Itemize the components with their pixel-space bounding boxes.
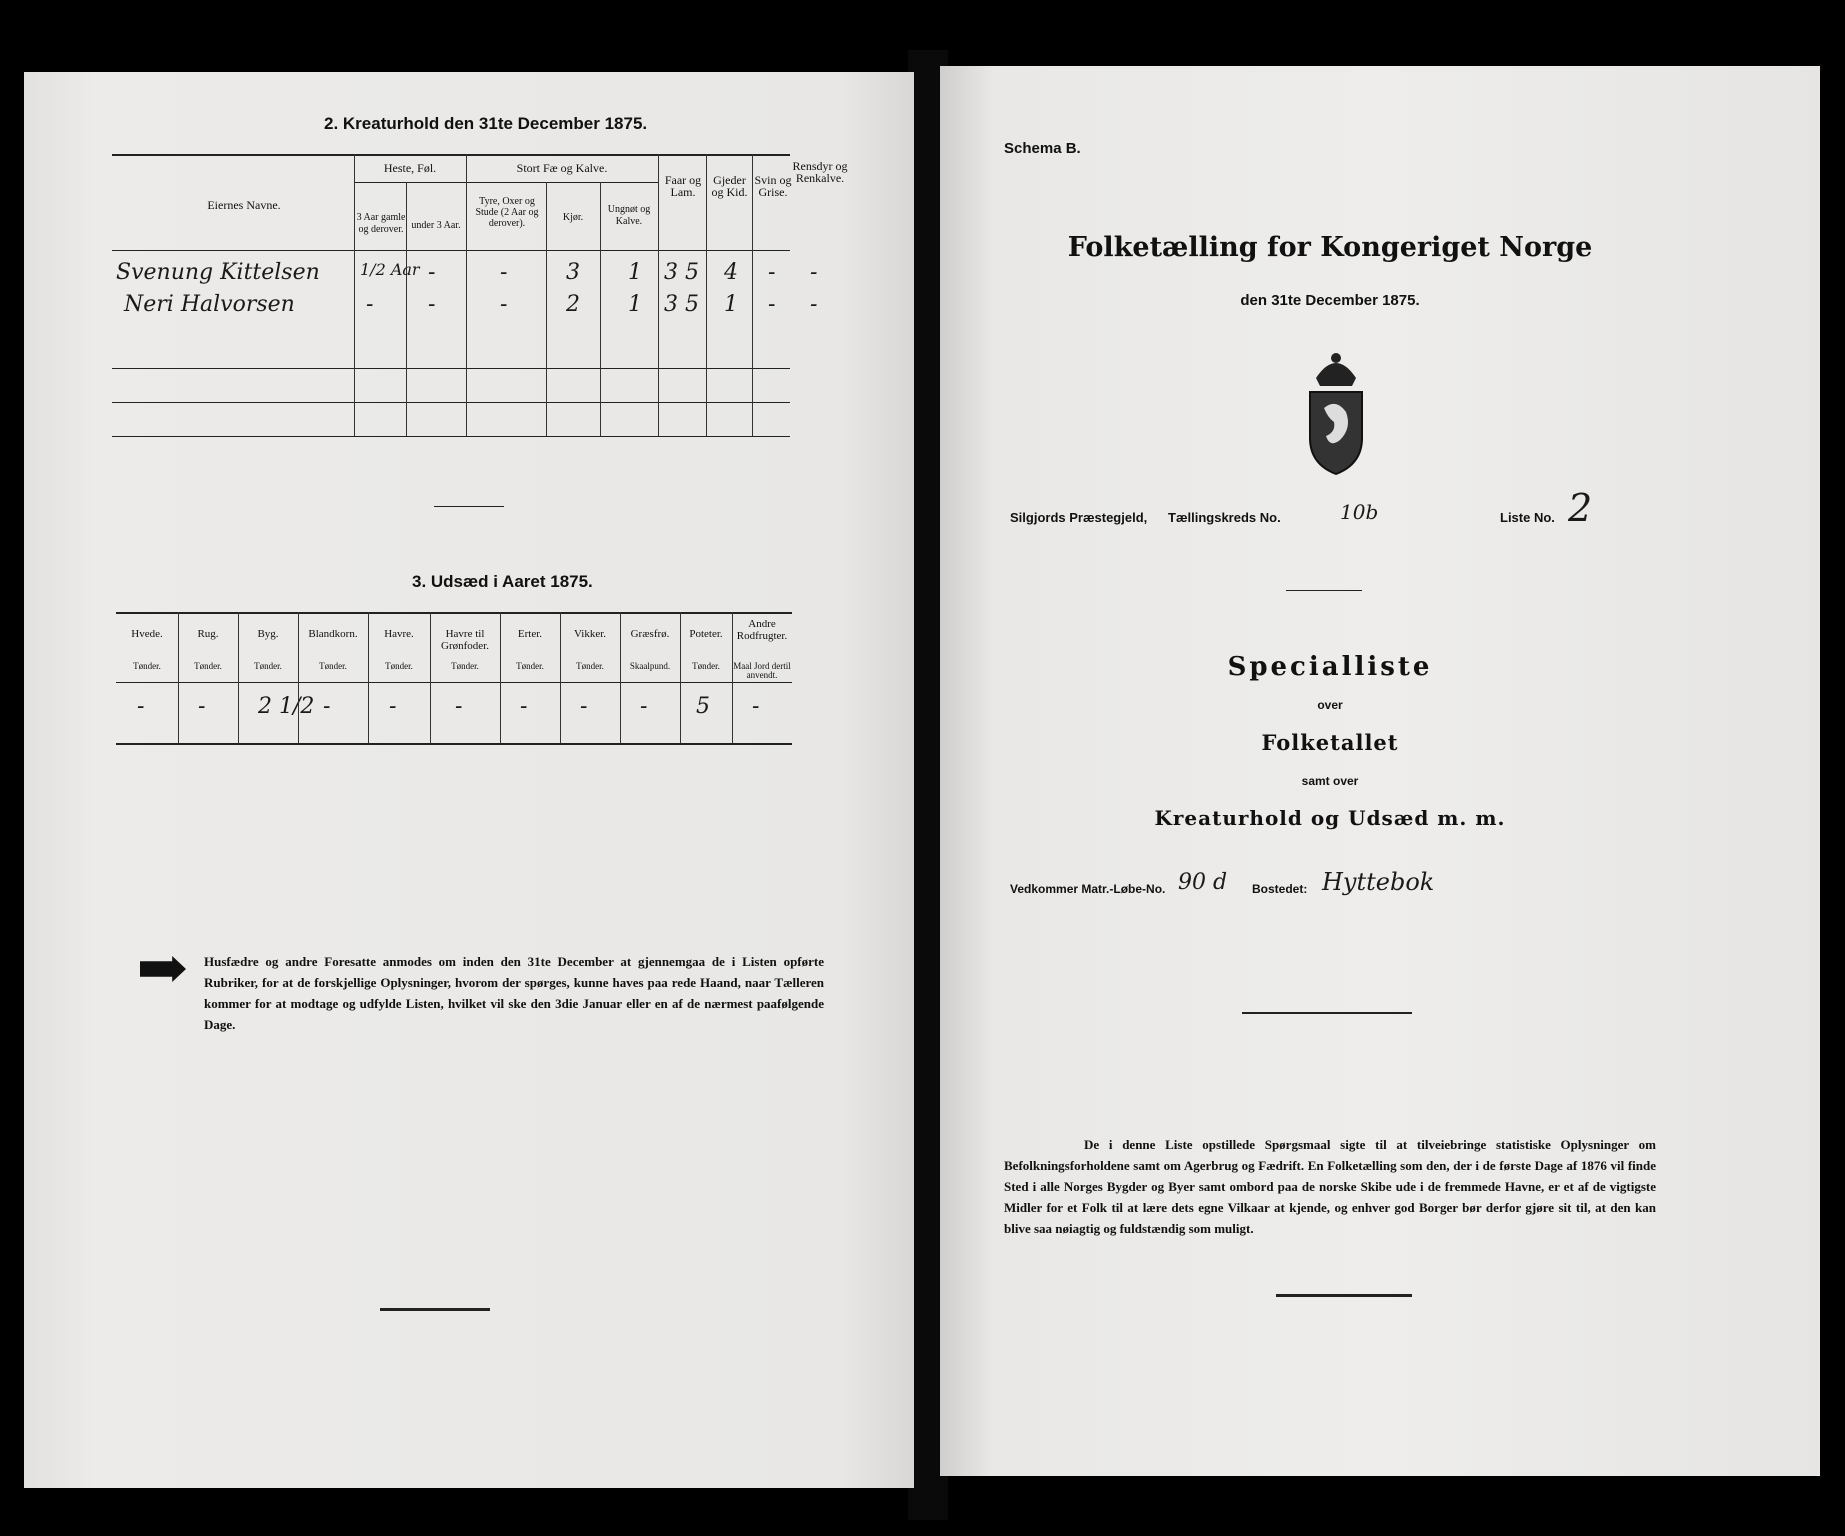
cell-oxen: - (500, 292, 508, 317)
seed-header-unit: Tønder. (133, 661, 161, 671)
section2-title: 2. Kreaturhold den 31te December 1875. (324, 114, 648, 133)
table-rule (354, 182, 466, 183)
bosted-label: Bostedet: (1252, 882, 1308, 896)
seed-header-unit: Tønder. (451, 661, 479, 671)
table-col (466, 154, 467, 436)
table-col (658, 154, 659, 436)
table-rule (116, 743, 792, 745)
owner-name: Neri Halvorsen (124, 292, 295, 317)
header-cattle: Stort Fæ og Kalve. (516, 161, 608, 175)
seed-header-unit: Tønder. (692, 661, 720, 671)
seed-value: - (198, 694, 206, 719)
cell-pigs: - (768, 292, 776, 317)
seed-value: - (455, 694, 463, 719)
right-page (940, 66, 1820, 1476)
cell-young: 1 (628, 292, 642, 317)
seed-header-name: Hvede. (131, 628, 163, 640)
livestock-seed-heading: Kreaturhold og Udsæd m. m. (1154, 806, 1506, 830)
header-horses-young: under 3 Aar. (411, 220, 461, 231)
seed-header-unit: Tønder. (576, 661, 604, 671)
seed-header-unit: Tønder. (516, 661, 544, 671)
seed-header-name: Rug. (197, 628, 219, 640)
cell-goats: 1 (724, 292, 738, 317)
owner-name: Svenung Kittelsen (116, 260, 320, 285)
divider (1286, 590, 1362, 591)
bosted-value: Hyttebok (1322, 868, 1435, 896)
table-rule (112, 436, 790, 437)
header-owner: Eiernes Navne. (207, 198, 281, 212)
header-cattle-oxen: Tyre, Oxer og Stude (2 Aar og derover). (475, 196, 539, 229)
seed-header-name: Byg. (257, 628, 279, 640)
seed-header-name: Havre til Grønfoder. (441, 628, 489, 652)
header-horses: Heste, Føl. (383, 161, 437, 175)
seed-value: - (520, 694, 528, 719)
seed-value: - (580, 694, 588, 719)
coat-of-arms-icon (1296, 348, 1376, 478)
seed-header-unit: Tønder. (385, 661, 413, 671)
matr-label: Vedkommer Matr.-Løbe-No. (1010, 882, 1166, 896)
cell-cows: 2 (566, 292, 580, 317)
list-label: Liste No. (1500, 510, 1555, 525)
cell-reindeer: - (810, 260, 818, 285)
cell-cows: 3 (566, 260, 580, 285)
notice-text: Husfædre og andre Foresatte anmodes om inden den 31te December at gjennemgaa de i Listen opførte Rubriker, for at de forskjellige Oplysninger, hvorom der spørges, kunne haves paa rede Haand, naar Tælleren kommer for at modtage og udfylde Listen, hvilket vil ske den 3die Januar eller en af de nærmest paafølgende Dage. (204, 954, 824, 1032)
divider (434, 506, 504, 507)
table-rule (116, 682, 792, 683)
district-label: Tællingskreds No. (1168, 510, 1281, 525)
cell-goats: 4 (724, 260, 738, 285)
seed-header-name: Erter. (517, 628, 543, 640)
divider (1276, 1294, 1412, 1297)
seed-header-name: Poteter. (689, 628, 723, 640)
table-rule (112, 250, 790, 251)
seed-header-unit: Maal Jord dertil anvendt. (733, 661, 791, 680)
left-page (24, 72, 914, 1488)
header-cattle-cows: Kjør. (562, 212, 584, 223)
section3-title: 3. Udsæd i Aaret 1875. (412, 572, 593, 591)
divider (380, 1308, 490, 1311)
seed-value: - (323, 694, 331, 719)
seed-header-name: Blandkorn. (308, 628, 358, 640)
seed-value: - (137, 694, 145, 719)
cell-sheep: 3 5 (664, 292, 699, 317)
seed-value: 2 1/2 (258, 694, 315, 719)
cell-pigs: - (768, 260, 776, 285)
cell-horses-young: - (428, 260, 436, 285)
seed-header-name: Vikker. (573, 628, 607, 640)
header-reindeer: Rensdyr og Renkalve. (792, 159, 848, 185)
schema-label: Schema B. (1004, 140, 1081, 157)
seed-value: 5 (696, 694, 710, 719)
matr-value: 90 d (1178, 870, 1228, 895)
seed-header-unit: Tønder. (194, 661, 222, 671)
seed-header-name: Andre Rodfrugter. (736, 618, 788, 642)
seed-header-unit: Skaalpund. (629, 661, 671, 671)
seed-header-unit: Tønder. (254, 661, 282, 671)
header-horses-old: 3 Aar gamle og derover. (356, 212, 406, 235)
folketallet-heading: Folketallet (1261, 730, 1399, 755)
header-goats: Gjeder og Kid. (711, 173, 748, 199)
table-rule (112, 402, 790, 403)
pointing-hand-icon (140, 956, 186, 982)
page-title: Folketælling for Kongeriget Norge (1067, 232, 1593, 263)
census-date: den 31te December 1875. (1240, 292, 1420, 309)
header-sheep: Faar og Lam. (664, 173, 702, 199)
seed-value: - (389, 694, 397, 719)
seed-value: - (752, 694, 760, 719)
seed-value: - (640, 694, 648, 719)
table-rule (466, 182, 658, 183)
parish-label: Silgjords Præstegjeld, (1010, 510, 1148, 525)
over-text: over (1317, 698, 1343, 712)
cell-reindeer: - (810, 292, 818, 317)
cell-young: 1 (628, 260, 642, 285)
list-value: 2 (1568, 486, 1593, 530)
divider (1242, 1012, 1412, 1014)
table-rule (112, 154, 790, 156)
district-value: 10b (1340, 500, 1379, 524)
cell-horses-old: 1/2 Aar (360, 260, 420, 279)
seed-header-name: Græsfrø. (630, 628, 670, 640)
seed-header-unit: Tønder. (319, 661, 347, 671)
table-rule (116, 612, 792, 614)
seed-header-name: Havre. (384, 628, 414, 640)
samt-over-text: samt over (1301, 774, 1359, 788)
cell-oxen: - (500, 260, 508, 285)
intro-paragraph: De i denne Liste opstillede Spørgsmaal sigte til at tilveiebringe statistiske Oplysninger om Befolkningsforholdene samt om Agerbrug og Fædrift. En Folketælling som den, der i de første Dage af 1876 vil finde Sted i alle Norges Bygder og Byer samt ombord paa de norske Skibe ude i de fremmede Havne, er et af de vigtigste Midler for et Folk til at lære dets egne Vilkaar at kjende, og enhver god Borger bør derfor gjøre sit til, at den kan blive saa nøiagtig og fuldstændig som muligt. (1004, 1137, 1656, 1236)
cell-sheep: 3 5 (664, 260, 699, 285)
table-rule (112, 368, 790, 369)
table-col (354, 154, 355, 436)
special-list-heading: Specialliste (1227, 652, 1433, 682)
cell-horses-young: - (428, 292, 436, 317)
cell-horses-old: - (366, 292, 374, 317)
header-pigs: Svin og Grise. (754, 173, 792, 199)
header-cattle-young: Ungnøt og Kalve. (607, 204, 651, 227)
